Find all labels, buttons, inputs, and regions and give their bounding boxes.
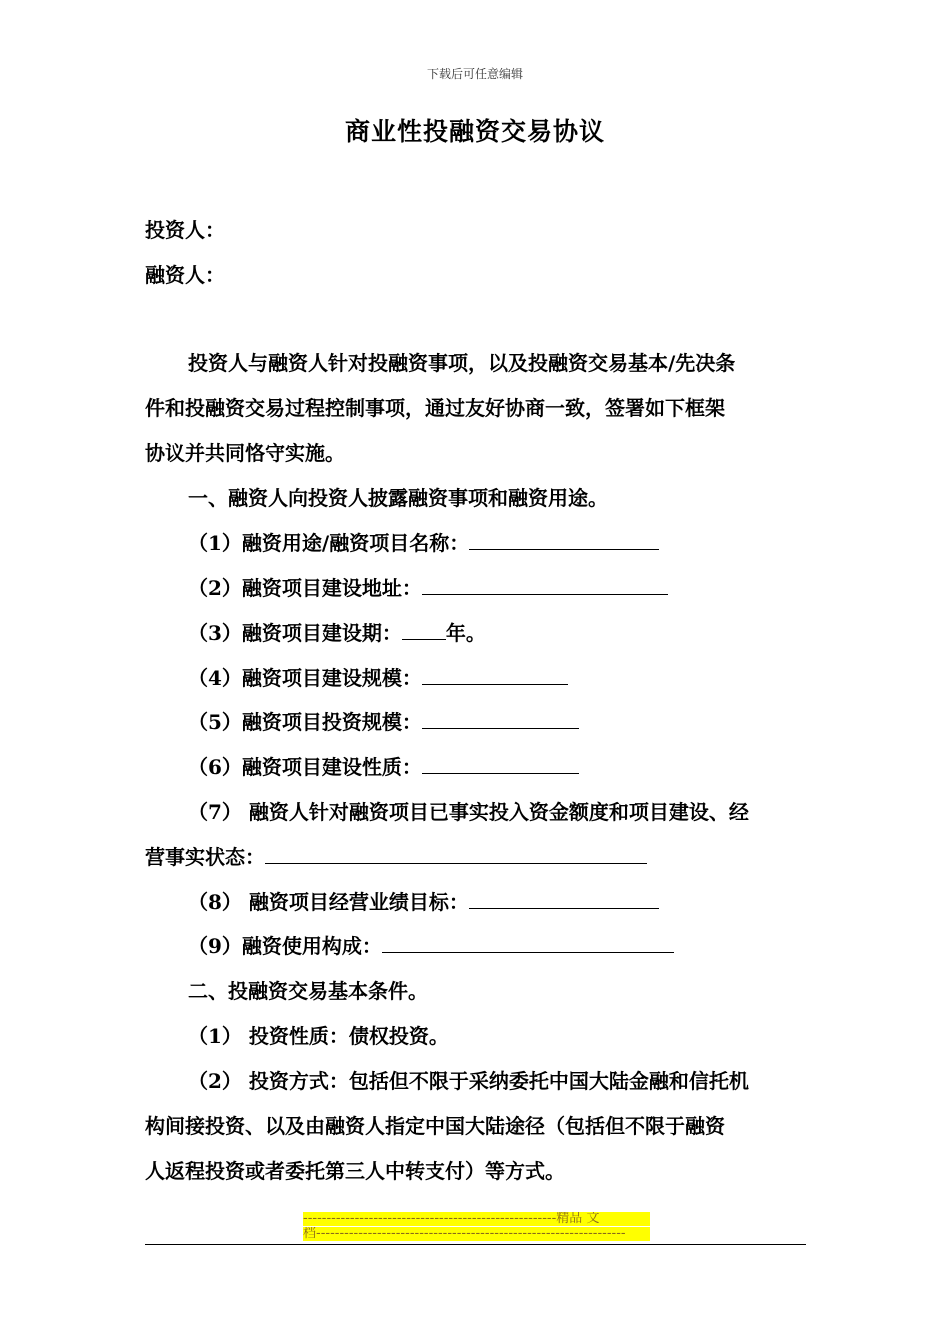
- item-3-suffix: 年。: [445, 621, 486, 645]
- item-5-blank: [422, 708, 579, 729]
- item-6: [188, 753, 579, 781]
- item-8-label: （8） 融资项目经营业绩目标：: [188, 890, 469, 914]
- item-2-label: （2）融资项目建设地址：: [188, 576, 422, 600]
- item-7-blank: [265, 843, 647, 864]
- item-9-blank: [382, 932, 674, 953]
- section2-heading: 二、投融资交易基本条件。: [188, 979, 428, 1003]
- intro-line-3: 协议并共同恪守实施。: [145, 441, 345, 465]
- financier-label: 融资人：: [145, 263, 225, 287]
- item-3-label: （3）融资项目建设期：: [188, 621, 402, 645]
- item-6-label: （6）融资项目建设性质：: [188, 755, 422, 779]
- footer-line-1: ------------------------------------------------------精品 文: [303, 1212, 650, 1226]
- section2-item-2-line-2: 构间接投资、以及由融资人指定中国大陆途径（包括但不限于融资: [145, 1114, 725, 1138]
- item-4-label: （4）融资项目建设规模：: [188, 666, 422, 690]
- item-7-label: 营事实状态：: [145, 845, 265, 869]
- item-5: [188, 708, 579, 736]
- item-1-blank: [469, 529, 659, 550]
- document-title: 商业性投融资交易协议: [344, 117, 605, 146]
- item-2-blank: [422, 574, 668, 595]
- item-6-blank: [422, 753, 579, 774]
- header-note: 下载后可任意编辑: [426, 67, 523, 81]
- footer-line-2: 档------------------------------------------------------------------: [303, 1227, 650, 1241]
- intro-line-2: 件和投融资交易过程控制事项，通过友好协商一致，签署如下框架: [145, 396, 725, 420]
- item-2: [188, 574, 668, 602]
- item-4: [188, 664, 568, 692]
- item-7-line-2: [145, 843, 647, 871]
- item-8-blank: [469, 888, 659, 909]
- section2-item-2-line-1: （2） 投资方式：包括但不限于采纳委托中国大陆金融和信托机: [188, 1069, 749, 1093]
- item-5-label: （5）融资项目投资规模：: [188, 710, 422, 734]
- investor-label: 投资人：: [145, 218, 225, 242]
- item-1: [188, 529, 659, 557]
- footer-rule: [145, 1244, 806, 1245]
- item-9-label: （9）融资使用构成：: [188, 934, 382, 958]
- item-4-blank: [422, 664, 568, 685]
- item-3-blank: [402, 619, 446, 640]
- section2-item-1: （1） 投资性质：债权投资。: [188, 1024, 449, 1048]
- intro-line-1: 投资人与融资人针对投融资事项，以及投融资交易基本/先决条: [188, 351, 736, 375]
- item-9: [188, 932, 674, 960]
- item-7-line-1: （7） 融资人针对融资项目已事实投入资金额度和项目建设、经: [188, 800, 749, 824]
- item-8: [188, 888, 659, 916]
- item-1-label: （1）融资用途/融资项目名称：: [188, 531, 470, 555]
- item-3: [188, 619, 486, 647]
- section1-heading: 一、融资人向投资人披露融资事项和融资用途。: [188, 486, 608, 510]
- section2-item-2-line-3: 人返程投资或者委托第三人中转支付）等方式。: [145, 1159, 565, 1183]
